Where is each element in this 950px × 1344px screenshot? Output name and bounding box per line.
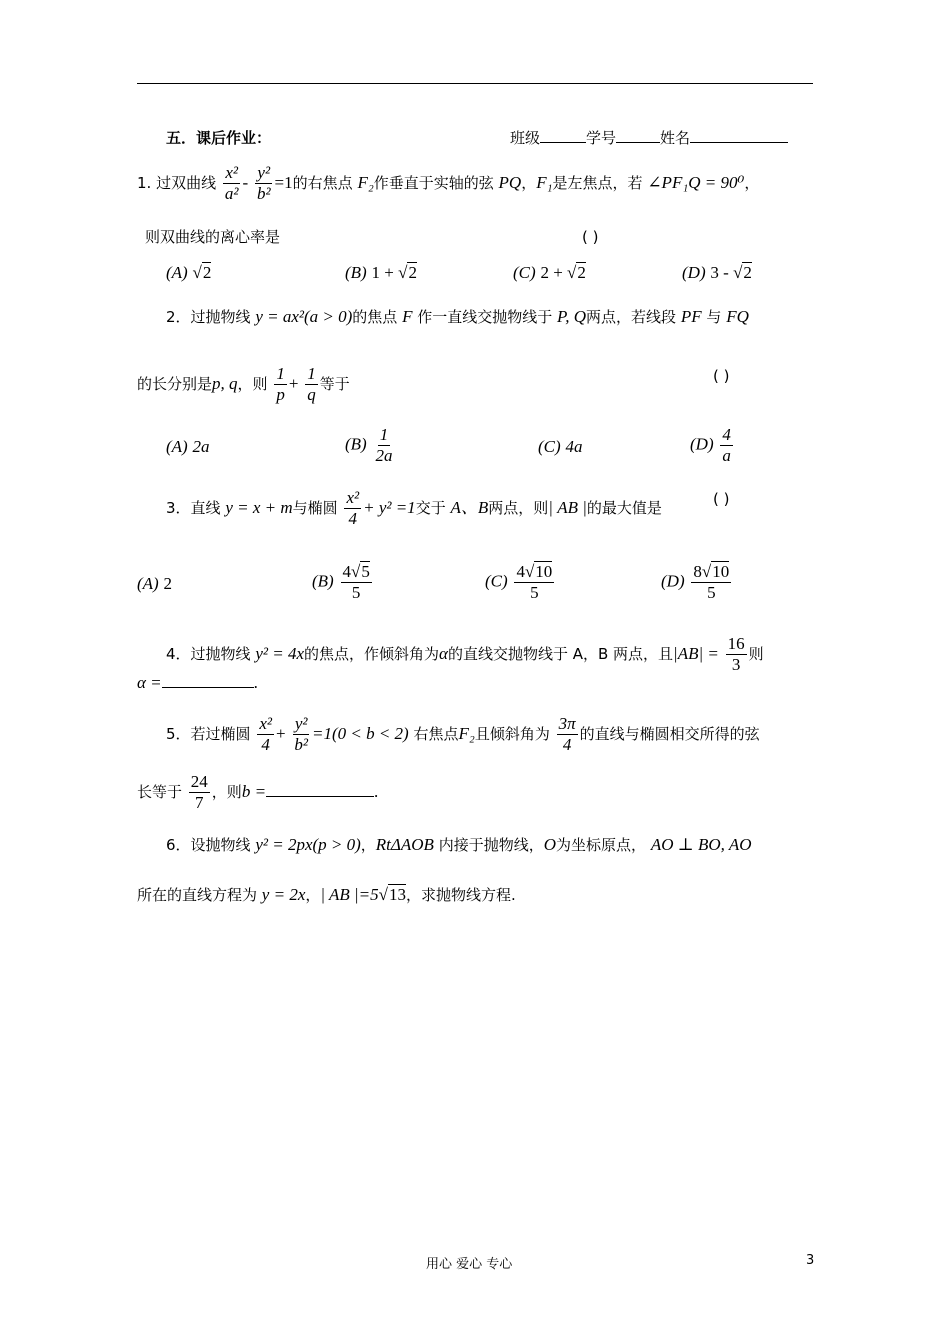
q6-eq: y² = 2px(p > 0) (255, 835, 361, 854)
q6-perp: AO ⊥ BO, AO (650, 835, 752, 854)
q6-text-2: 内接于抛物线， (438, 836, 544, 854)
q3-lead: 3．直线 (166, 499, 221, 517)
class-blank[interactable] (540, 128, 586, 143)
q1-comma: ， (521, 174, 537, 192)
q4-frac: $\frac{16}{3}$ (727, 634, 745, 674)
question-3-line-1 (166, 488, 662, 529)
header-rule (137, 83, 813, 84)
q5-frac-x: $\frac{\text{x²}}{4}$ (259, 714, 272, 754)
q2-f: F (402, 307, 413, 326)
q6-comma: ， (360, 836, 376, 854)
q6-o: O (543, 835, 557, 854)
q6-abs: | AB |=5 (320, 885, 379, 904)
q2-option-d[interactable]: (D) $\frac{4}{a}$ (690, 425, 731, 465)
q5-text-1: 右焦点 (413, 725, 459, 743)
id-label: 学号 (586, 129, 617, 147)
q2-pq: P, Q (557, 307, 587, 326)
question-1-line-1 (137, 163, 759, 204)
q5-frac-y: $\frac{\text{y²}}{\text{b²}}$ (294, 714, 308, 754)
q5-period: . (374, 782, 379, 801)
q1-minus: - (242, 173, 249, 192)
name-label: 姓名 (660, 129, 691, 147)
q1-answer-paren[interactable]: ( ) (582, 228, 599, 246)
q2-fq: FQ (726, 307, 749, 326)
q4-text-2: 的直线交抛物线于 A，B 两点，且 (447, 645, 674, 663)
q3-text-4: 的最大值是 (586, 499, 662, 517)
q5-f2: F₂ (458, 724, 475, 743)
q2-eq: y = ax²(a > 0) (255, 307, 353, 326)
q4-abs: |AB| = (673, 644, 719, 663)
q1-angle: ∠PF₁Q = 90⁰ (647, 173, 745, 192)
q3-rest: + y² =1 (363, 498, 416, 517)
q2-lead: 2．过抛物线 (166, 308, 251, 326)
id-blank[interactable] (616, 128, 660, 143)
class-label: 班级 (510, 129, 541, 147)
question-2-line-2 (137, 364, 350, 405)
q6-radicand: 13 (389, 885, 406, 904)
q5-text-4: 长等于 (137, 783, 183, 801)
q1-text-4: 是左焦点，若 (552, 174, 643, 192)
q4-period: . (253, 673, 258, 692)
q1-option-a[interactable]: (A) √2 (166, 263, 212, 282)
q2-text-1: 的焦点 (352, 308, 398, 326)
q1-option-c[interactable]: (C) 2 + √2 (513, 263, 586, 282)
q4-lead: 4．过抛物线 (166, 645, 251, 663)
q1-option-b[interactable]: (B) 1 + √2 (345, 263, 417, 282)
q5-text-3: 的直线与椭圆相交所得的弦 (579, 725, 760, 743)
q4-answer-blank[interactable] (162, 673, 254, 688)
q1-lead: 1. 过双曲线 (137, 174, 217, 192)
q4-text-3: 则 (748, 645, 764, 663)
q3-answer-paren[interactable]: ( ) (713, 490, 730, 508)
q5-frac-angle: $\frac{3\pi}{4}$ (558, 714, 576, 754)
q1-frac-y: $\frac{\text{y²}}{\text{b²}}$ (256, 163, 271, 203)
q2-pf: PF (680, 307, 702, 326)
q3-frac-x: $\frac{\text{x²}}{4}$ (346, 488, 360, 528)
question-4-line-1 (166, 634, 764, 675)
q3-option-c[interactable]: (C) $\frac{4√10}{5}$ (485, 562, 553, 602)
q2-pq-lower: p, q (212, 374, 238, 393)
q2-text-7: 等于 (319, 375, 350, 393)
q6-text-5: ，求抛物线方程. (406, 886, 516, 904)
q3-ab: A、B (450, 498, 489, 517)
q1-text-1: 的右焦点 (292, 174, 353, 192)
q2-option-c[interactable]: (C) 4a (538, 437, 583, 456)
q6-text-4: 所在的直线方程为 (137, 886, 258, 904)
q5-rest: =1(0 < b < 2) (311, 724, 409, 743)
section-title: 五．课后作业： (166, 129, 272, 147)
q3-option-b[interactable]: (B) $\frac{4√5}{5}$ (312, 562, 370, 602)
q3-option-d[interactable]: (D) $\frac{8√10}{5}$ (661, 562, 730, 602)
q1-rhs: =1 (274, 173, 293, 192)
q2-text-3: 两点，若线段 (586, 308, 677, 326)
q2-frac-q: $\frac{1}{q}$ (307, 364, 316, 404)
q1-f1: F₁ (536, 173, 553, 192)
q6-triangle: RtΔAOB (375, 835, 434, 854)
q1-comma-2: ， (744, 174, 760, 192)
q2-frac-p: $\frac{1}{p}$ (276, 364, 285, 404)
q5-plus: + (275, 724, 286, 743)
question-5-line-2 (137, 772, 378, 813)
name-blank[interactable] (690, 128, 788, 143)
q4-alpha-eq: α = (137, 673, 162, 692)
q3-abs: | AB | (548, 498, 587, 517)
q1-pq: PQ (498, 173, 522, 192)
q2-option-a[interactable]: (A) 2a (166, 437, 210, 456)
q5-frac-len: $\frac{24}{7}$ (190, 772, 208, 812)
q1-f2: F₂ (357, 173, 374, 192)
question-5-line-1 (166, 714, 760, 755)
q1-text-2: 作垂直于实轴的弦 (373, 174, 494, 192)
q4-alpha: α (439, 644, 448, 663)
q1-option-d[interactable]: (D) 3 - √2 (682, 263, 752, 282)
footer-motto: 用心 爱心 专心 (426, 1257, 513, 1272)
q5-text-2: 且倾斜角为 (474, 725, 550, 743)
q2-text-4: 与 (706, 308, 722, 326)
q5-text-5: ，则 (211, 783, 242, 801)
q2-text-2: 作一直线交抛物线于 (417, 308, 553, 326)
q6-line-eq: y = 2x (261, 885, 306, 904)
q3-text-2: 交于 (415, 499, 446, 517)
q2-text-5: 的长分别是 (137, 375, 213, 393)
q5-lead: 5．若过椭圆 (166, 725, 251, 743)
q3-text-3: 两点，则 (488, 499, 549, 517)
q5-b-eq: b = (241, 782, 267, 801)
q4-eq: y² = 4x (255, 644, 304, 663)
q3-text-1: 与椭圆 (292, 499, 338, 517)
q6-lead: 6．设抛物线 (166, 836, 251, 854)
q5-answer-blank[interactable] (266, 782, 374, 797)
question-2-line-1 (166, 307, 749, 327)
q6-comma-2: ， (305, 886, 321, 904)
q1-frac-x: $\frac{\text{x²}}{\text{a²}}$ (224, 163, 239, 203)
q3-eq: y = x + m (225, 498, 293, 517)
student-info (510, 128, 788, 148)
q2-text-6: ，则 (237, 375, 268, 393)
q4-text-1: 的焦点，作倾斜角为 (304, 645, 440, 663)
q4-answer-line (137, 673, 258, 693)
q2-option-b[interactable]: (B) $\frac{1}{2a}$ (345, 425, 393, 465)
q2-plus: + (288, 374, 299, 393)
q3-option-a[interactable]: (A) 2 (137, 574, 172, 593)
q2-answer-paren[interactable]: ( ) (713, 367, 730, 385)
question-6-line-2: 所在的直线方程为 y = 2x，| AB |=5√13，求抛物线方程. (137, 885, 516, 904)
page-number: 3 (806, 1253, 815, 1268)
q6-text-3: 为坐标原点， (556, 836, 647, 854)
q1-line-2: 则双曲线的离心率是 (145, 228, 281, 246)
question-6-line-1 (166, 835, 751, 855)
